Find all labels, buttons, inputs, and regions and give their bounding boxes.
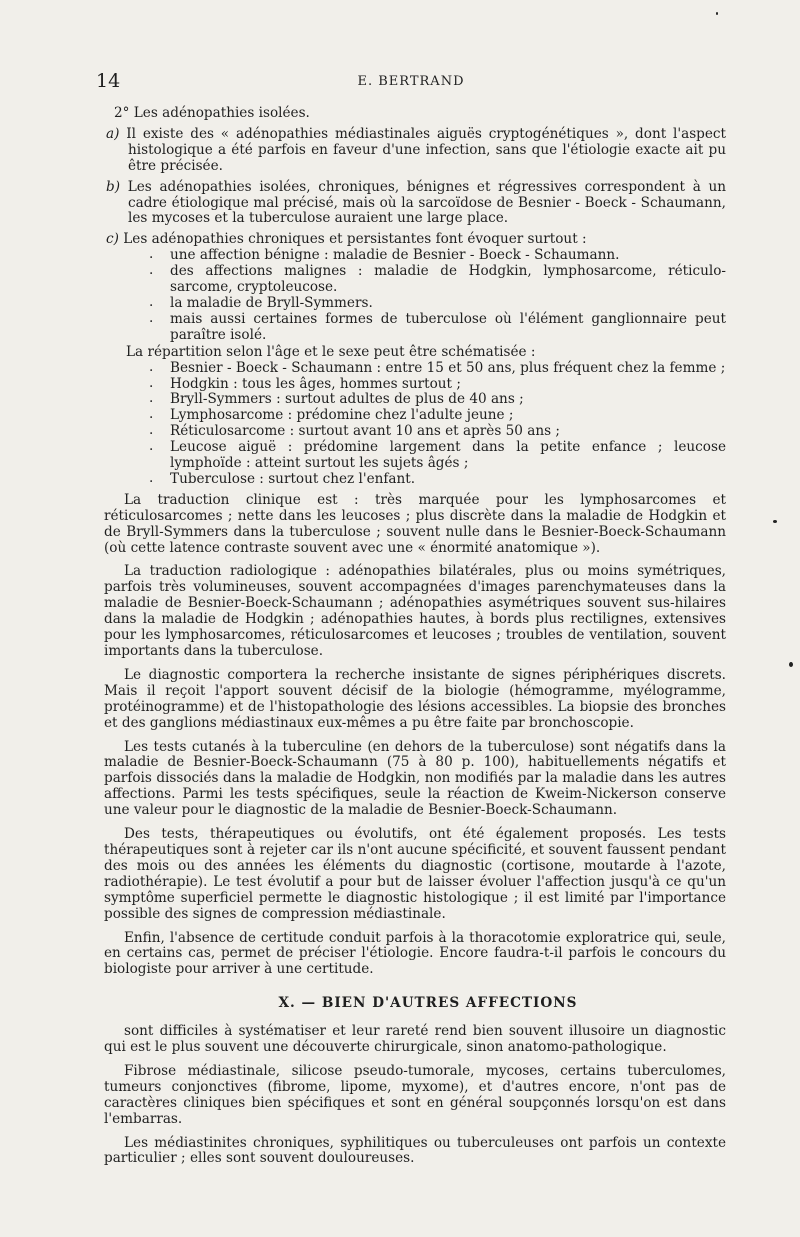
paragraph-clinical: La traduction clinique est : très marquée pour les lymphosarcomes et réticulosarcomes ; nette dans les leucoses ; plus discrète dans la maladie de Hodgkin et de Bryll-Symmers dans la tuberculose ; souvent nulle dans le Besnier-Boeck-Schaumann (où cette latence contraste souvent avec une « énormité anatomique »).: [104, 491, 726, 556]
age-sex-list: [104, 361, 726, 488]
paragraph-other-conditions: Fibrose médiastinale, silicose pseudo-tumorale, mycoses, certains tuberculomes, tumeurs conjonctives (fibrome, lipome, myxome), et d'autres encore, n'ont pas de caractères cliniques bien spécifiques et sont en général soupçonnés lorsqu'on est dans l'embarras.: [104, 1062, 726, 1127]
paragraph-diagnosis: Le diagnostic comportera la recherche insistante de signes périphériques discrets. Mais il reçoit l'apport souvent décisif de la biologie (hémogramme, myélogramme, protéinogramme) et de l'histopathologie des lésions accessibles. La biopsie des bronches et des ganglions médiastinaux eux-mêmes a pu être faite par bronchoscopie.: [104, 666, 726, 731]
item-text: Les adénopathies isolées, chroniques, bénignes et régressives correspondent à un cadre étiologique mal précisé, mais où la sarcoïdose de Besnier - Boeck - Schaumann, les mycoses et la tuberculose auraient une large place.: [127, 178, 726, 227]
paragraph-thoracotomy: Enfin, l'absence de certitude conduit parfois à la thoracotomie exploratrice qui, seule, en certains cas, permet de préciser l'étiologie. Encore faudra-t-il parfois le concours du biologiste pour arriver à une certitude.: [104, 929, 726, 978]
etiology-list: [104, 248, 726, 343]
item-letter: c): [106, 231, 119, 248]
paragraph-therapeutic-tests: Des tests, thérapeutiques ou évolutifs, ont été également proposés. Les tests thérapeutiques sont à rejeter car ils n'ont aucune spécificité, et souvent faussent pendant des mois ou des années les éléments du diagnostic (cortisone, moutarde à l'azote, radiothérapie). Le test évolutif a pour but de laisser évoluer l'affection jusqu'à ce qu'un symptôme superficiel permette le diagnostic histologique ; il est limité par l'importance possible des signes de compression médiastinale.: [104, 826, 726, 922]
page-number: 14: [96, 70, 121, 92]
print-speck: [773, 520, 777, 523]
list-item: . Lymphosarcome : prédomine chez l'adulte jeune ;: [170, 408, 726, 424]
list-item: . mais aussi certaines formes de tuberculose où l'élément ganglionnaire peut paraître isolé.: [170, 312, 726, 344]
page-header: [96, 70, 726, 100]
body-text: [104, 106, 726, 1167]
list-item: . Leucose aiguë : prédomine largement dans la petite enfance ; leucose lymphoïde : atteint surtout les sujets âgés ;: [170, 440, 726, 472]
paragraph-section-intro: sont difficiles à systématiser et leur rareté rend bien souvent illusoire un diagnostic qui est le plus souvent une découverte chirurgicale, sinon anatomo-pathologique.: [104, 1023, 726, 1056]
list-item: . Réticulosarcome : surtout avant 10 ans et après 50 ans ;: [170, 424, 726, 440]
list-item: . Hodgkin : tous les âges, hommes surtout ;: [170, 377, 726, 393]
item-a: [104, 127, 726, 175]
item-letter: a): [106, 125, 120, 142]
print-speck: [789, 662, 793, 667]
list-item: . une affection bénigne : maladie de Besnier - Boeck - Schaumann.: [170, 248, 726, 264]
list-item: . la maladie de Bryll-Symmers.: [170, 296, 726, 312]
section-heading: X. — BIEN D'AUTRES AFFECTIONS: [278, 995, 578, 1012]
running-head: E. BERTRAND: [357, 74, 465, 89]
list-item: . Besnier - Boeck - Schaumann : entre 15 et 50 ans, plus fréquent chez la femme ;: [170, 361, 726, 377]
list-item: . Bryll-Symmers : surtout adultes de plus de 40 ans ;: [170, 392, 726, 408]
sub-heading: 2° Les adénopathies isolées.: [114, 105, 310, 121]
list-item: . des affections malignes : maladie de Hodgkin, lymphosarcome, réticulo-sarcome, cryptoleucose.: [170, 264, 726, 296]
paragraph-mediastinitis: Les médiastinites chroniques, syphilitiques ou tuberculeuses ont parfois un contexte particulier ; elles sont souvent douloureuses.: [104, 1134, 726, 1167]
item-letter: b): [106, 178, 121, 195]
item-b: [104, 180, 726, 228]
item-text: Les adénopathies chroniques et persistantes font évoquer surtout :: [123, 231, 587, 248]
age-sex-intro: La répartition selon l'âge et le sexe peut être schématisée :: [126, 343, 536, 360]
item-text: Il existe des « adénopathies médiastinales aiguës cryptogénétiques », dont l'aspect histologique a été parfois en faveur d'une infection, sans que l'étiologie exacte ait pu être précisée.: [126, 125, 726, 174]
item-c: [104, 232, 726, 248]
paragraph-radiological: La traduction radiologique : adénopathies bilatérales, plus ou moins symétriques, parfois très volumineuses, souvent accompagnées d'images parenchymateuses dans la maladie de Besnier-Boeck-Schaumann ; adénopathies asymétriques souvent sus-hilaires dans la maladie de Hodgkin ; adénopathies hautes, à bords plus rectilignes, extensives pour les lymphosarcomes, réticulosarcomes et leucoses ; troubles de ventilation, souvent importants dans la tuberculose.: [104, 563, 726, 659]
paragraph-skin-tests: Les tests cutanés à la tuberculine (en dehors de la tuberculose) sont négatifs dans la maladie de Besnier-Boeck-Schaumann (75 à 80 p. 100), habituellements négatifs et parfois dissociés dans la maladie de Hodgkin, non modifiés par la maladie dans les autres affections. Parmi les tests spécifiques, seule la réaction de Kweim-Nickerson conserve une valeur pour le diagnostic de la maladie de Besnier-Boeck-Schaumann.: [104, 738, 726, 819]
list-item: . Tuberculose : surtout chez l'enfant.: [170, 472, 726, 488]
print-speck: [716, 12, 718, 15]
